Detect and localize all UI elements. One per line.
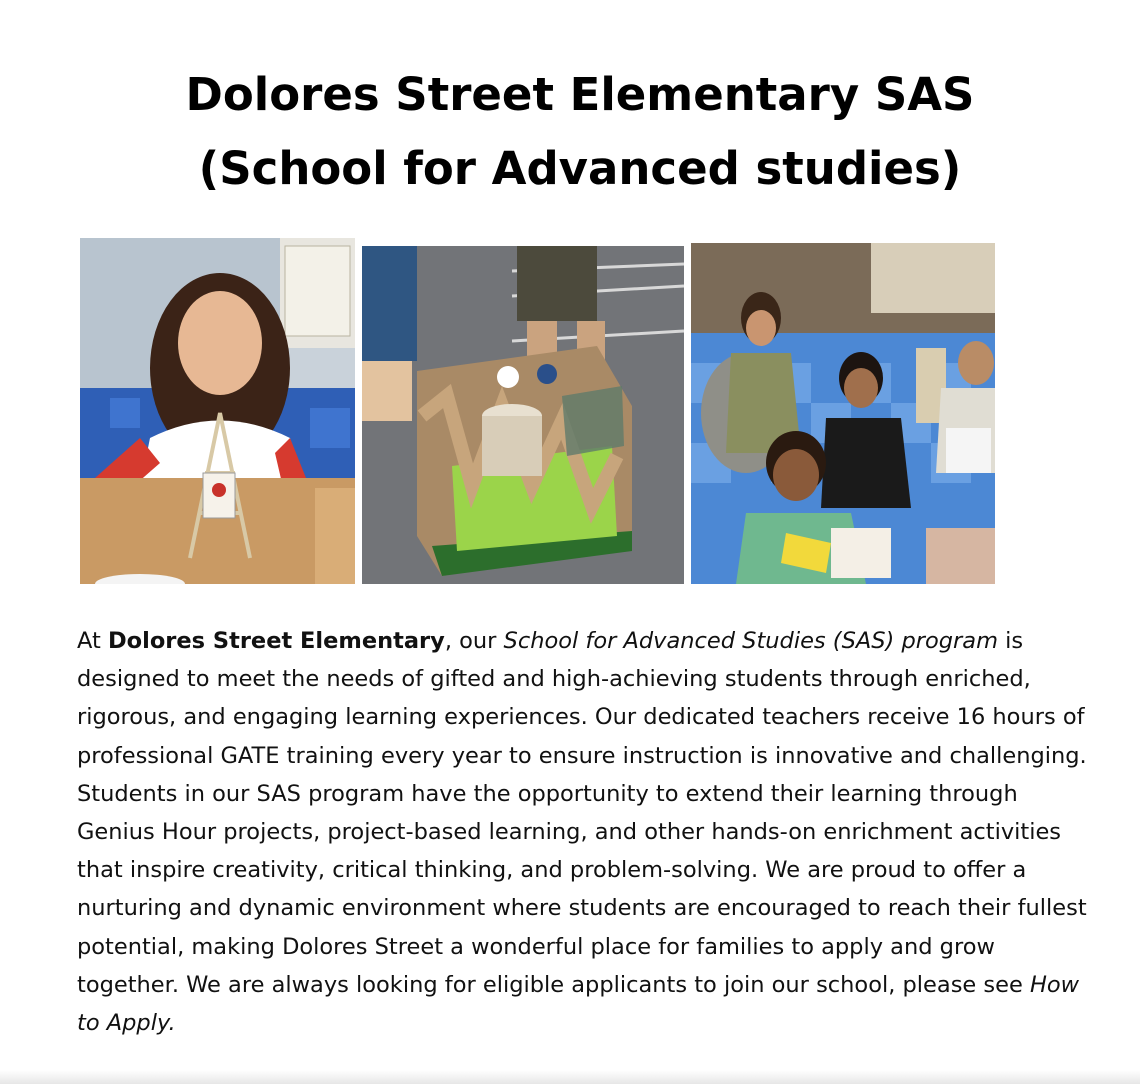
description-text: is designed to meet the needs of gifted and high-achieving students through enriched, rigorous, and engaging learning experiences. Our dedicated teachers receive 16 hours of professional GATE training every year to ensure instruction is innovative and challenging. Students in our SAS program have the opportunity to extend their learning through Genius Hour projects, project-based learning, and other hands-on enrichment activities that inspire creativity, critical thinking, and problem-solving. We are proud to offer a nurturing and dynamic environment where students are encouraged to reach their fullest potential, making Dolores Street a wonderful place for families to apply and grow together. We are always looking for eligible applicants to join our school, please see xyxy=(77,628,1087,998)
photo-cardboard-maze-image xyxy=(362,246,684,584)
intro-text: At xyxy=(77,628,108,654)
bottom-fade xyxy=(0,1070,1140,1084)
program-description xyxy=(77,622,1087,1042)
how-to-apply-link[interactable]: How to Apply. xyxy=(77,971,1080,1037)
program-name-italic: School for Advanced Studies (SAS) program xyxy=(503,628,998,654)
page-title-line-2: (School for Advanced studies) xyxy=(198,142,962,195)
page-title-line-1: Dolores Street Elementary SAS xyxy=(185,68,975,121)
photo-students-reading-image xyxy=(691,243,995,584)
photo-girl-tower-image xyxy=(80,238,355,584)
page-title xyxy=(0,58,1140,206)
school-name-bold: Dolores Street Elementary xyxy=(107,628,445,654)
intro-text-2: , our xyxy=(444,628,504,654)
